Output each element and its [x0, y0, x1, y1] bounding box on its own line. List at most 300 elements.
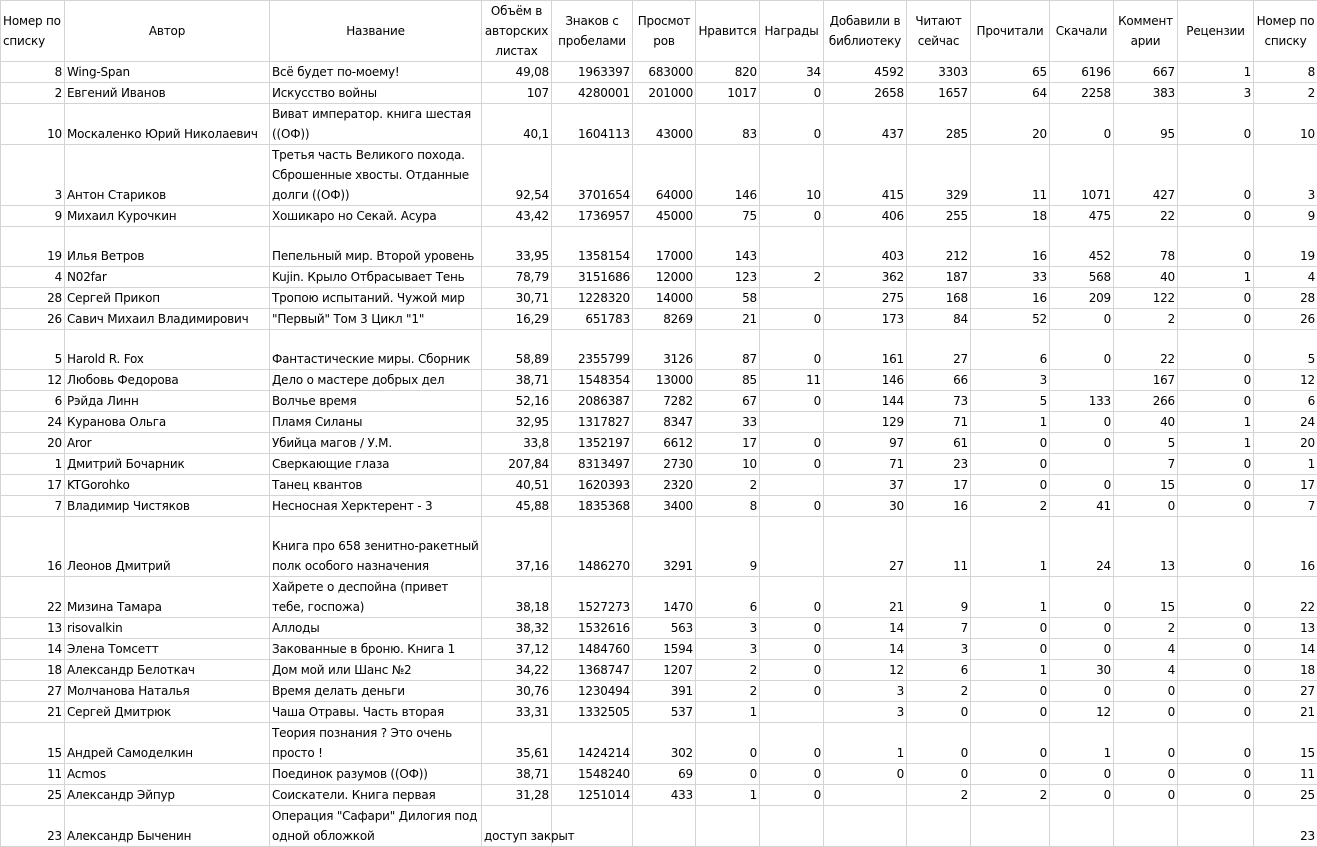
cell-comments[interactable]: 0 — [1114, 764, 1178, 785]
cell-number-2[interactable]: 4 — [1254, 267, 1317, 288]
cell-volume[interactable]: 31,28 — [482, 785, 552, 806]
cell-likes[interactable]: 3 — [696, 639, 760, 660]
cell-likes[interactable]: 21 — [696, 309, 760, 330]
cell-number[interactable]: 23 — [1, 806, 65, 847]
cell-author[interactable]: Любовь Федорова — [65, 370, 270, 391]
cell-title[interactable]: Пламя Силаны — [270, 412, 482, 433]
cell-chars[interactable]: 4280001 — [552, 83, 633, 104]
cell-author[interactable]: Harold R. Fox — [65, 330, 270, 370]
cell-library[interactable]: 14 — [824, 618, 907, 639]
cell-likes[interactable]: 87 — [696, 330, 760, 370]
cell-number[interactable]: 9 — [1, 206, 65, 227]
cell-comments[interactable]: 0 — [1114, 785, 1178, 806]
cell-views[interactable]: 201000 — [633, 83, 696, 104]
cell-reviews[interactable]: 0 — [1178, 454, 1254, 475]
cell-chars[interactable] — [552, 806, 633, 847]
cell-chars[interactable]: 1835368 — [552, 496, 633, 517]
cell-read[interactable]: 0 — [971, 764, 1050, 785]
cell-comments[interactable]: 15 — [1114, 577, 1178, 618]
cell-reading[interactable]: 3 — [907, 639, 971, 660]
cell-author[interactable]: Куранова Ольга — [65, 412, 270, 433]
cell-author[interactable]: Рэйда Линн — [65, 391, 270, 412]
cell-downloads[interactable]: 0 — [1050, 104, 1114, 145]
cell-read[interactable]: 0 — [971, 702, 1050, 723]
cell-number-2[interactable]: 22 — [1254, 577, 1317, 618]
cell-title[interactable]: Дом мой или Шанс №2 — [270, 660, 482, 681]
cell-author[interactable]: Молчанова Наталья — [65, 681, 270, 702]
cell-reviews[interactable]: 0 — [1178, 618, 1254, 639]
cell-chars[interactable]: 1352197 — [552, 433, 633, 454]
cell-awards[interactable]: 0 — [760, 577, 824, 618]
cell-volume[interactable]: 45,88 — [482, 496, 552, 517]
cell-read[interactable]: 20 — [971, 104, 1050, 145]
cell-downloads[interactable]: 0 — [1050, 309, 1114, 330]
cell-read[interactable]: 0 — [971, 475, 1050, 496]
cell-library[interactable]: 2658 — [824, 83, 907, 104]
cell-reviews[interactable]: 0 — [1178, 681, 1254, 702]
cell-number-2[interactable]: 20 — [1254, 433, 1317, 454]
cell-downloads[interactable]: 24 — [1050, 517, 1114, 577]
cell-reviews[interactable]: 0 — [1178, 517, 1254, 577]
cell-views[interactable]: 3291 — [633, 517, 696, 577]
cell-awards[interactable] — [760, 288, 824, 309]
cell-volume[interactable]: 37,12 — [482, 639, 552, 660]
cell-downloads[interactable]: 30 — [1050, 660, 1114, 681]
cell-number-2[interactable]: 17 — [1254, 475, 1317, 496]
cell-number[interactable]: 15 — [1, 723, 65, 764]
cell-views[interactable]: 391 — [633, 681, 696, 702]
cell-author[interactable]: Леонов Дмитрий — [65, 517, 270, 577]
cell-number-2[interactable]: 26 — [1254, 309, 1317, 330]
cell-reading[interactable]: 0 — [907, 702, 971, 723]
cell-comments[interactable]: 667 — [1114, 62, 1178, 83]
cell-read[interactable]: 16 — [971, 288, 1050, 309]
cell-reading[interactable]: 2 — [907, 785, 971, 806]
cell-views[interactable]: 537 — [633, 702, 696, 723]
cell-awards[interactable]: 0 — [760, 83, 824, 104]
cell-author[interactable]: Дмитрий Бочарник — [65, 454, 270, 475]
cell-title[interactable]: Аллоды — [270, 618, 482, 639]
cell-reading[interactable]: 84 — [907, 309, 971, 330]
cell-volume[interactable]: 35,61 — [482, 723, 552, 764]
cell-views[interactable]: 1594 — [633, 639, 696, 660]
cell-downloads[interactable]: 1071 — [1050, 145, 1114, 206]
cell-reviews[interactable]: 0 — [1178, 496, 1254, 517]
cell-title[interactable]: Тропою испытаний. Чужой мир — [270, 288, 482, 309]
header-library[interactable]: Добавили в библиотеку — [824, 1, 907, 62]
cell-comments[interactable]: 78 — [1114, 227, 1178, 267]
cell-reading[interactable]: 73 — [907, 391, 971, 412]
cell-title[interactable]: Чаша Отравы. Часть вторая — [270, 702, 482, 723]
cell-downloads[interactable]: 41 — [1050, 496, 1114, 517]
cell-library[interactable]: 30 — [824, 496, 907, 517]
cell-reading[interactable]: 3303 — [907, 62, 971, 83]
cell-volume[interactable]: 30,71 — [482, 288, 552, 309]
cell-likes[interactable]: 0 — [696, 723, 760, 764]
cell-read[interactable]: 0 — [971, 639, 1050, 660]
cell-comments[interactable]: 15 — [1114, 475, 1178, 496]
cell-likes[interactable]: 0 — [696, 764, 760, 785]
cell-read[interactable]: 52 — [971, 309, 1050, 330]
cell-downloads[interactable]: 0 — [1050, 639, 1114, 660]
cell-title[interactable]: "Первый" Том 3 Цикл "1" — [270, 309, 482, 330]
header-awards[interactable]: Награды — [760, 1, 824, 62]
cell-library[interactable]: 146 — [824, 370, 907, 391]
cell-number-2[interactable]: 13 — [1254, 618, 1317, 639]
cell-author[interactable]: risovalkin — [65, 618, 270, 639]
cell-likes[interactable]: 17 — [696, 433, 760, 454]
cell-likes[interactable]: 1 — [696, 785, 760, 806]
cell-downloads[interactable]: 452 — [1050, 227, 1114, 267]
cell-number-2[interactable]: 6 — [1254, 391, 1317, 412]
cell-author[interactable]: Элена Томсетт — [65, 639, 270, 660]
cell-likes[interactable] — [696, 806, 760, 847]
cell-views[interactable]: 17000 — [633, 227, 696, 267]
cell-title[interactable]: Время делать деньги — [270, 681, 482, 702]
cell-number[interactable]: 21 — [1, 702, 65, 723]
header-volume[interactable]: Объём в авторских листах — [482, 1, 552, 62]
cell-likes[interactable]: 8 — [696, 496, 760, 517]
cell-read[interactable]: 1 — [971, 577, 1050, 618]
cell-number[interactable]: 18 — [1, 660, 65, 681]
cell-comments[interactable]: 122 — [1114, 288, 1178, 309]
cell-comments[interactable]: 22 — [1114, 206, 1178, 227]
cell-number-2[interactable]: 23 — [1254, 806, 1317, 847]
header-number-2[interactable]: Номер по списку — [1254, 1, 1317, 62]
cell-number[interactable]: 10 — [1, 104, 65, 145]
cell-views[interactable]: 45000 — [633, 206, 696, 227]
cell-chars[interactable]: 651783 — [552, 309, 633, 330]
cell-volume[interactable]: 38,71 — [482, 764, 552, 785]
cell-reading[interactable]: 212 — [907, 227, 971, 267]
cell-number[interactable]: 26 — [1, 309, 65, 330]
cell-views[interactable]: 2320 — [633, 475, 696, 496]
cell-views[interactable]: 69 — [633, 764, 696, 785]
cell-comments[interactable]: 266 — [1114, 391, 1178, 412]
cell-downloads[interactable] — [1050, 370, 1114, 391]
cell-downloads[interactable] — [1050, 806, 1114, 847]
cell-likes[interactable]: 67 — [696, 391, 760, 412]
cell-awards[interactable]: 0 — [760, 104, 824, 145]
cell-reading[interactable]: 0 — [907, 764, 971, 785]
cell-library[interactable]: 437 — [824, 104, 907, 145]
cell-awards[interactable]: 0 — [760, 723, 824, 764]
cell-reviews[interactable]: 1 — [1178, 412, 1254, 433]
cell-library[interactable]: 12 — [824, 660, 907, 681]
cell-views[interactable]: 12000 — [633, 267, 696, 288]
cell-likes[interactable]: 3 — [696, 618, 760, 639]
cell-number-2[interactable]: 9 — [1254, 206, 1317, 227]
cell-comments[interactable]: 2 — [1114, 618, 1178, 639]
cell-comments[interactable]: 4 — [1114, 639, 1178, 660]
cell-author[interactable]: N02far — [65, 267, 270, 288]
cell-reviews[interactable]: 0 — [1178, 577, 1254, 618]
cell-volume[interactable]: 107 — [482, 83, 552, 104]
cell-read[interactable]: 0 — [971, 433, 1050, 454]
cell-chars[interactable]: 1228320 — [552, 288, 633, 309]
cell-awards[interactable]: 0 — [760, 391, 824, 412]
cell-title[interactable]: Пепельный мир. Второй уровень — [270, 227, 482, 267]
cell-downloads[interactable]: 2258 — [1050, 83, 1114, 104]
cell-number[interactable]: 2 — [1, 83, 65, 104]
cell-author[interactable]: Александр Белоткач — [65, 660, 270, 681]
cell-chars[interactable]: 1548354 — [552, 370, 633, 391]
cell-comments[interactable]: 22 — [1114, 330, 1178, 370]
cell-number-2[interactable]: 19 — [1254, 227, 1317, 267]
cell-views[interactable]: 683000 — [633, 62, 696, 83]
cell-number-2[interactable]: 18 — [1254, 660, 1317, 681]
cell-read[interactable]: 2 — [971, 496, 1050, 517]
cell-views[interactable]: 14000 — [633, 288, 696, 309]
cell-awards[interactable] — [760, 517, 824, 577]
cell-likes[interactable]: 2 — [696, 681, 760, 702]
cell-likes[interactable]: 1 — [696, 702, 760, 723]
cell-author[interactable]: Владимир Чистяков — [65, 496, 270, 517]
cell-chars[interactable]: 1963397 — [552, 62, 633, 83]
cell-likes[interactable]: 83 — [696, 104, 760, 145]
header-likes[interactable]: Нравится — [696, 1, 760, 62]
cell-downloads[interactable]: 475 — [1050, 206, 1114, 227]
header-number[interactable]: Номер по списку — [1, 1, 65, 62]
cell-number-2[interactable]: 24 — [1254, 412, 1317, 433]
cell-awards[interactable] — [760, 227, 824, 267]
cell-volume[interactable]: 38,18 — [482, 577, 552, 618]
cell-reviews[interactable]: 0 — [1178, 702, 1254, 723]
cell-number[interactable]: 24 — [1, 412, 65, 433]
cell-likes[interactable]: 75 — [696, 206, 760, 227]
cell-library[interactable]: 415 — [824, 145, 907, 206]
cell-read[interactable]: 2 — [971, 785, 1050, 806]
cell-downloads[interactable]: 0 — [1050, 785, 1114, 806]
cell-volume[interactable]: 49,08 — [482, 62, 552, 83]
cell-number-2[interactable]: 2 — [1254, 83, 1317, 104]
header-read[interactable]: Прочитали — [971, 1, 1050, 62]
cell-author[interactable]: Москаленко Юрий Николаевич — [65, 104, 270, 145]
cell-volume[interactable]: 32,95 — [482, 412, 552, 433]
cell-reading[interactable]: 2 — [907, 681, 971, 702]
cell-views[interactable] — [633, 806, 696, 847]
cell-volume[interactable]: 40,1 — [482, 104, 552, 145]
cell-chars[interactable]: 1736957 — [552, 206, 633, 227]
cell-number[interactable]: 8 — [1, 62, 65, 83]
cell-chars[interactable]: 2355799 — [552, 330, 633, 370]
cell-volume[interactable]: 43,42 — [482, 206, 552, 227]
cell-title[interactable]: Третья часть Великого похода. Сброшенные хвосты. Отданные долги ((ОФ)) — [270, 145, 482, 206]
cell-read[interactable]: 64 — [971, 83, 1050, 104]
cell-comments[interactable]: 0 — [1114, 681, 1178, 702]
cell-likes[interactable]: 85 — [696, 370, 760, 391]
cell-number[interactable]: 12 — [1, 370, 65, 391]
cell-library[interactable]: 406 — [824, 206, 907, 227]
cell-awards[interactable] — [760, 806, 824, 847]
cell-number[interactable]: 13 — [1, 618, 65, 639]
cell-number-2[interactable]: 8 — [1254, 62, 1317, 83]
cell-awards[interactable]: 0 — [760, 618, 824, 639]
cell-read[interactable]: 16 — [971, 227, 1050, 267]
cell-library[interactable]: 37 — [824, 475, 907, 496]
cell-number[interactable]: 7 — [1, 496, 65, 517]
cell-library[interactable]: 21 — [824, 577, 907, 618]
cell-read[interactable]: 3 — [971, 370, 1050, 391]
cell-read[interactable]: 65 — [971, 62, 1050, 83]
cell-chars[interactable]: 1527273 — [552, 577, 633, 618]
cell-awards[interactable]: 0 — [760, 681, 824, 702]
cell-reading[interactable]: 71 — [907, 412, 971, 433]
cell-read[interactable]: 33 — [971, 267, 1050, 288]
cell-views[interactable]: 3126 — [633, 330, 696, 370]
cell-chars[interactable]: 1486270 — [552, 517, 633, 577]
cell-chars[interactable]: 3701654 — [552, 145, 633, 206]
cell-author[interactable]: Савич Михаил Владимирович — [65, 309, 270, 330]
cell-reviews[interactable]: 0 — [1178, 309, 1254, 330]
cell-read[interactable]: 11 — [971, 145, 1050, 206]
cell-reading[interactable]: 17 — [907, 475, 971, 496]
cell-awards[interactable]: 11 — [760, 370, 824, 391]
cell-number[interactable]: 3 — [1, 145, 65, 206]
cell-downloads[interactable]: 6196 — [1050, 62, 1114, 83]
cell-volume[interactable]: 92,54 — [482, 145, 552, 206]
cell-volume[interactable]: 16,29 — [482, 309, 552, 330]
cell-reviews[interactable] — [1178, 806, 1254, 847]
cell-number-2[interactable]: 28 — [1254, 288, 1317, 309]
cell-reading[interactable]: 23 — [907, 454, 971, 475]
cell-library[interactable]: 161 — [824, 330, 907, 370]
cell-volume[interactable]: 52,16 — [482, 391, 552, 412]
cell-awards[interactable]: 0 — [760, 764, 824, 785]
cell-chars[interactable]: 1358154 — [552, 227, 633, 267]
cell-library[interactable]: 173 — [824, 309, 907, 330]
cell-volume[interactable]: 38,71 — [482, 370, 552, 391]
cell-number[interactable]: 20 — [1, 433, 65, 454]
cell-reading[interactable]: 66 — [907, 370, 971, 391]
cell-downloads[interactable]: 568 — [1050, 267, 1114, 288]
cell-reviews[interactable]: 0 — [1178, 785, 1254, 806]
cell-number[interactable]: 16 — [1, 517, 65, 577]
cell-number[interactable]: 19 — [1, 227, 65, 267]
cell-reading[interactable] — [907, 806, 971, 847]
cell-comments[interactable]: 0 — [1114, 723, 1178, 764]
cell-number[interactable]: 6 — [1, 391, 65, 412]
cell-author[interactable]: Михаил Курочкин — [65, 206, 270, 227]
cell-awards[interactable]: 0 — [760, 330, 824, 370]
cell-views[interactable]: 64000 — [633, 145, 696, 206]
cell-comments[interactable]: 0 — [1114, 496, 1178, 517]
cell-title[interactable]: Убийца магов / У.М. — [270, 433, 482, 454]
cell-library[interactable]: 0 — [824, 764, 907, 785]
cell-read[interactable]: 0 — [971, 723, 1050, 764]
cell-title[interactable]: Хошикаро но Секай. Асура — [270, 206, 482, 227]
cell-views[interactable]: 13000 — [633, 370, 696, 391]
cell-chars[interactable]: 1548240 — [552, 764, 633, 785]
cell-views[interactable]: 6612 — [633, 433, 696, 454]
cell-library[interactable]: 403 — [824, 227, 907, 267]
cell-downloads[interactable]: 0 — [1050, 764, 1114, 785]
cell-number[interactable]: 25 — [1, 785, 65, 806]
cell-number[interactable]: 27 — [1, 681, 65, 702]
cell-reading[interactable]: 6 — [907, 660, 971, 681]
cell-likes[interactable]: 58 — [696, 288, 760, 309]
cell-chars[interactable]: 1484760 — [552, 639, 633, 660]
cell-reading[interactable]: 187 — [907, 267, 971, 288]
cell-chars[interactable]: 1604113 — [552, 104, 633, 145]
cell-likes[interactable]: 10 — [696, 454, 760, 475]
cell-views[interactable]: 302 — [633, 723, 696, 764]
cell-author[interactable]: Александр Быченин — [65, 806, 270, 847]
cell-reviews[interactable]: 0 — [1178, 104, 1254, 145]
cell-number-2[interactable]: 15 — [1254, 723, 1317, 764]
cell-comments[interactable]: 4 — [1114, 660, 1178, 681]
cell-library[interactable]: 275 — [824, 288, 907, 309]
cell-reading[interactable]: 285 — [907, 104, 971, 145]
header-reviews[interactable]: Рецензии — [1178, 1, 1254, 62]
cell-reading[interactable]: 1657 — [907, 83, 971, 104]
cell-title[interactable]: Искусство войны — [270, 83, 482, 104]
cell-chars[interactable]: 1424214 — [552, 723, 633, 764]
cell-number-2[interactable]: 12 — [1254, 370, 1317, 391]
cell-library[interactable]: 129 — [824, 412, 907, 433]
cell-volume[interactable]: 37,16 — [482, 517, 552, 577]
cell-volume[interactable]: 78,79 — [482, 267, 552, 288]
header-reading[interactable]: Читают сейчас — [907, 1, 971, 62]
cell-reviews[interactable]: 1 — [1178, 433, 1254, 454]
cell-likes[interactable]: 146 — [696, 145, 760, 206]
cell-author[interactable]: Илья Ветров — [65, 227, 270, 267]
cell-author[interactable]: Aror — [65, 433, 270, 454]
cell-reading[interactable]: 61 — [907, 433, 971, 454]
cell-number-2[interactable]: 10 — [1254, 104, 1317, 145]
cell-downloads[interactable]: 0 — [1050, 330, 1114, 370]
cell-reviews[interactable]: 0 — [1178, 330, 1254, 370]
cell-reading[interactable]: 7 — [907, 618, 971, 639]
cell-chars[interactable]: 1230494 — [552, 681, 633, 702]
cell-reviews[interactable]: 0 — [1178, 723, 1254, 764]
cell-title[interactable]: Виват император. книга шестая ((ОФ)) — [270, 104, 482, 145]
cell-downloads[interactable]: 0 — [1050, 618, 1114, 639]
cell-likes[interactable]: 2 — [696, 660, 760, 681]
cell-reading[interactable]: 27 — [907, 330, 971, 370]
cell-number[interactable]: 4 — [1, 267, 65, 288]
cell-title[interactable]: Несносная Херктерент - 3 — [270, 496, 482, 517]
cell-views[interactable]: 8269 — [633, 309, 696, 330]
cell-views[interactable]: 1207 — [633, 660, 696, 681]
cell-comments[interactable]: 40 — [1114, 412, 1178, 433]
cell-chars[interactable]: 1317827 — [552, 412, 633, 433]
cell-chars[interactable]: 1620393 — [552, 475, 633, 496]
cell-library[interactable]: 144 — [824, 391, 907, 412]
cell-library[interactable]: 362 — [824, 267, 907, 288]
cell-comments[interactable]: 13 — [1114, 517, 1178, 577]
cell-title[interactable]: Волчье время — [270, 391, 482, 412]
cell-library[interactable]: 71 — [824, 454, 907, 475]
cell-author[interactable]: Мизина Тамара — [65, 577, 270, 618]
cell-author[interactable]: Антон Стариков — [65, 145, 270, 206]
cell-volume[interactable]: доступ закрыт — [482, 806, 552, 847]
cell-comments[interactable] — [1114, 806, 1178, 847]
cell-number[interactable]: 5 — [1, 330, 65, 370]
cell-downloads[interactable] — [1050, 454, 1114, 475]
cell-author[interactable]: Сергей Прикоп — [65, 288, 270, 309]
cell-reviews[interactable]: 0 — [1178, 206, 1254, 227]
cell-author[interactable]: Wing-Span — [65, 62, 270, 83]
cell-read[interactable]: 1 — [971, 660, 1050, 681]
cell-awards[interactable]: 0 — [760, 454, 824, 475]
cell-library[interactable]: 1 — [824, 723, 907, 764]
cell-title[interactable]: Kujin. Крыло Отбрасывает Тень — [270, 267, 482, 288]
cell-chars[interactable]: 1368747 — [552, 660, 633, 681]
cell-author[interactable]: Сергей Дмитрюк — [65, 702, 270, 723]
cell-awards[interactable]: 0 — [760, 206, 824, 227]
cell-volume[interactable]: 33,95 — [482, 227, 552, 267]
